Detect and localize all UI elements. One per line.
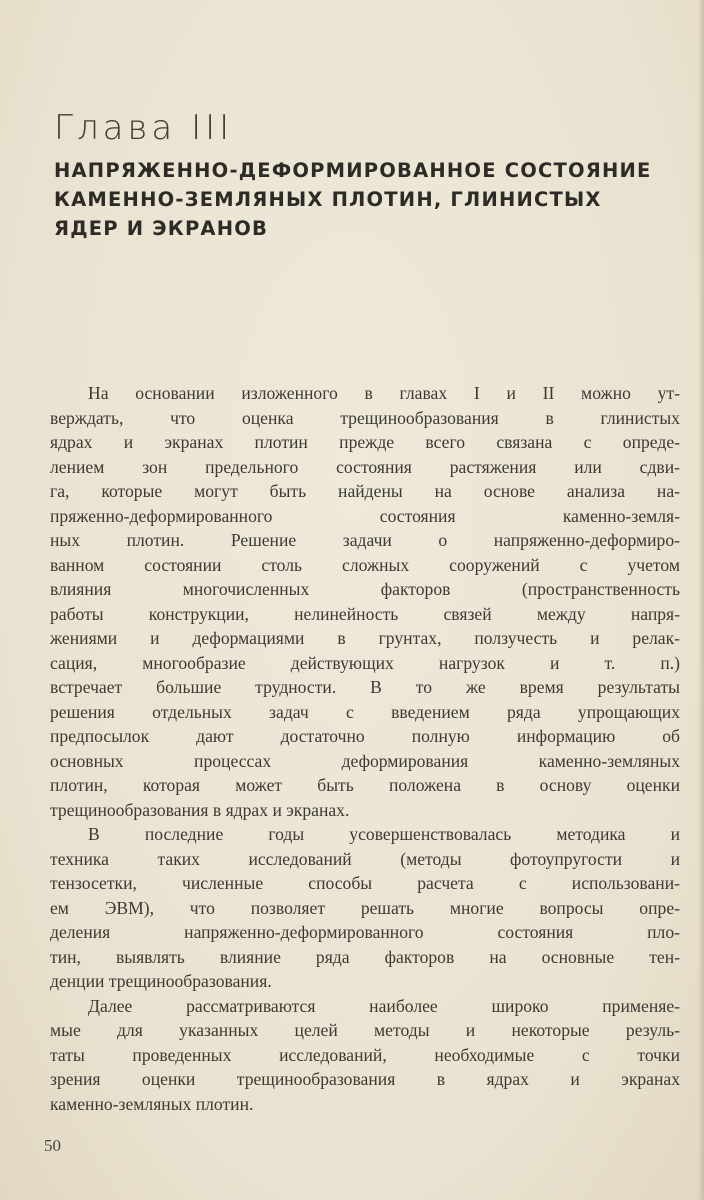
text-line: Далее рассматриваются наиболее широко применяе- (88, 995, 680, 1016)
text-line: сация, многообразие действующих нагрузок и т. п.) (50, 652, 680, 673)
text-line: решения отдельных задач с введением ряда упрощающих (50, 701, 680, 722)
text-line: ванном состоянии столь сложных сооружений с учетом (50, 554, 680, 575)
text-line: деления напряженно-деформированного состояния пло- (50, 922, 680, 942)
text-line: ных плотин. Решение задачи о напряженно-деформиро- (50, 530, 680, 550)
text-line: работы конструкции, нелинейность связей между напря- (50, 603, 680, 624)
text-line: техника таких исследований (методы фотоупругости и (50, 848, 680, 869)
body-text (50, 381, 680, 1116)
text-line: предпосылок дают достаточно полную информацию об (50, 726, 680, 746)
text-line: таты проведенных исследований, необходимые с точки (50, 1044, 680, 1065)
text-line: жениями и деформациями в грунтах, ползучесть и релак- (50, 628, 680, 648)
text-line: денции трещинообразования. (50, 971, 272, 991)
text-line: каменно-земляных плотин. (50, 1093, 254, 1114)
chapter-title (54, 156, 694, 243)
chapter-title-line: НАПРЯЖЕННО-ДЕФОРМИРОВАННОЕ СОСТОЯНИЕ (54, 159, 652, 182)
text-line: верждать, что оценка трещинообразования в глинистых (50, 407, 680, 428)
chapter-label: Глава III (54, 108, 234, 148)
text-line: встречает большие трудности. В то же время результаты (50, 677, 680, 697)
chapter-title-line: ЯДЕР И ЭКРАНОВ (54, 217, 269, 240)
text-line: влияния многочисленных факторов (пространственность (50, 579, 680, 599)
text-line: На основании изложенного в главах I и II можно ут- (88, 383, 680, 403)
text-line: основных процессах деформирования каменно-земляных (50, 750, 680, 771)
text-line: тензосетки, численные способы расчета с использовани- (50, 873, 680, 893)
text-line: га, которые могут быть найдены на основе анализа на- (50, 481, 680, 501)
page-edge-shadow (698, 0, 704, 1200)
text-line: зрения оценки трещинообразования в ядрах и экранах (50, 1069, 680, 1089)
text-line: лением зон предельного состояния растяжения или сдви- (50, 456, 680, 477)
text-line: трещинообразования в ядрах и экранах. (50, 799, 350, 820)
text-line: ем ЭВМ), что позволяет решать многие вопросы опре- (50, 897, 680, 918)
text-line: мые для указанных целей методы и некоторые резуль- (50, 1020, 680, 1040)
text-line: плотин, которая может быть положена в основу оценки (50, 775, 680, 795)
text-line: ядрах и экранах плотин прежде всего связана с опреде- (50, 432, 680, 452)
text-line: пряженно-деформированного состояния каменно-земля- (50, 505, 680, 526)
text-line: В последние годы усовершенствовалась методика и (88, 824, 680, 844)
text-line: тин, выявлять влияние ряда факторов на основные тен- (50, 946, 680, 967)
chapter-title-line: КАМЕННО-ЗЕМЛЯНЫХ ПЛОТИН, ГЛИНИСТЫХ (54, 188, 602, 211)
page-number: 50 (44, 1136, 61, 1155)
